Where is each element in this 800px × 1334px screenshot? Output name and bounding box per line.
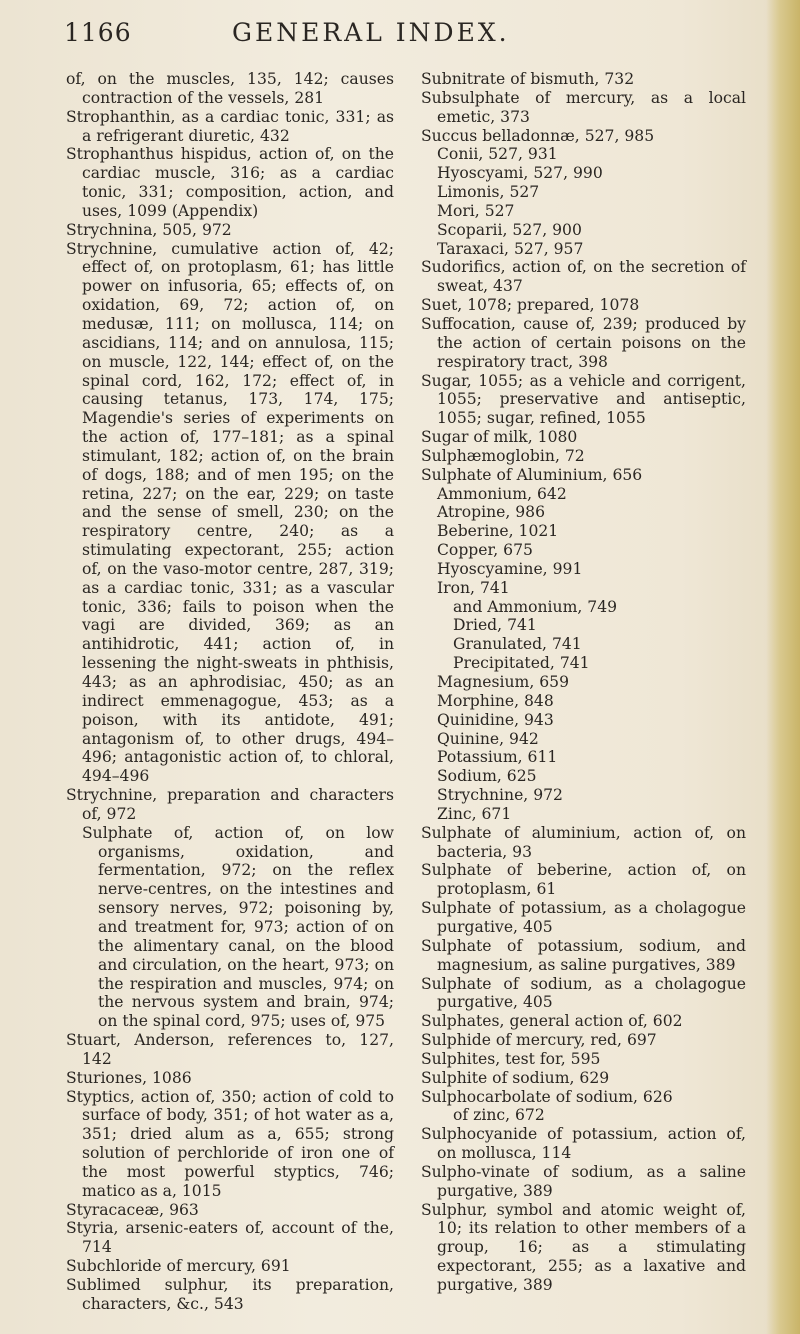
index-entry: of zinc, 672 — [453, 1106, 545, 1125]
index-column-left — [66, 70, 394, 1314]
index-entry: Sugar of milk, 1080 — [421, 428, 578, 447]
index-entry: Strychnina, 505, 972 — [66, 220, 232, 239]
index-entry: Sodium, 625 — [437, 767, 537, 786]
index-entry: Quinidine, 943 — [437, 710, 554, 729]
index-entry: Subchloride of mercury, 691 — [66, 1257, 291, 1276]
index-column-right — [421, 70, 746, 1295]
index-entry: Sulphates, general action of, 602 — [421, 1012, 683, 1031]
index-entry: Sulphæmoglobin, 72 — [421, 446, 585, 465]
index-entry: Sturiones, 1086 — [66, 1068, 192, 1087]
index-entry: Sulpho-vinate of sodium, as a saline purgative, 389 — [421, 1162, 746, 1200]
index-entry: Zinc, 671 — [437, 804, 512, 823]
running-head-title: GENERAL INDEX. — [232, 18, 510, 47]
index-entry: Suet, 1078; prepared, 1078 — [421, 296, 640, 315]
index-entry: Styria, arsenic-eaters of, account of the, 714 — [66, 1219, 394, 1257]
index-entry: Dried, 741 — [453, 616, 537, 635]
index-entry: Limonis, 527 — [437, 183, 540, 202]
index-entry: Sulphites, test for, 595 — [421, 1049, 601, 1068]
index-entry: Sulphite of sodium, 629 — [421, 1068, 610, 1087]
index-entry: Sulphate of, action of, on low organisms, oxidation, and fermentation, 972; on the reflex nerve-centres, on the intestines and sensory nerves, 972; poisoning by, and treatment for, 973; action of on the alimentary canal, on the blood and circulation, on the heart, 973; on the respiration and muscles, 974; on the nervous system and brain, 974; on the spinal cord, 975; uses of, 975 — [82, 823, 394, 1031]
index-entry: Styptics, action of, 350; action of cold to surface of body, 351; of hot water as a, 351; dried alum as a, 655; strong solution of perchloride of iron one of the most powerful styptics, 746; matico as a, 1015 — [66, 1087, 394, 1200]
index-entry: Subnitrate of bismuth, 732 — [421, 70, 635, 88]
page-edge — [766, 0, 800, 1334]
index-entry: Sulphate of aluminium, action of, on bacteria, 93 — [421, 823, 746, 861]
index-entry: Strychnine, 972 — [437, 786, 563, 805]
index-entry: Hyoscyamine, 991 — [437, 559, 583, 578]
index-entry: Taraxaci, 527, 957 — [437, 239, 584, 258]
index-entry: Sulphate of Aluminium, 656 — [421, 465, 643, 484]
index-entry: Granulated, 741 — [453, 635, 582, 654]
index-entry: Strophanthin, as a cardiac tonic, 331; as a refrigerant diuretic, 432 — [66, 107, 394, 145]
index-entry: Subsulphate of mercury, as a local emetic, 373 — [421, 88, 746, 126]
index-entry: Magnesium, 659 — [437, 673, 570, 691]
index-entry: Sulphocarbolate of sodium, 626 — [421, 1087, 673, 1106]
index-entry: and Ammonium, 749 — [453, 597, 618, 616]
index-entry: Strophanthus hispidus, action of, on the cardiac muscle, 316; as a cardiac tonic, 331; composition, action, and uses, 1099 (Appendix) — [66, 145, 394, 220]
index-entry: Sulphide of mercury, red, 697 — [421, 1031, 657, 1050]
index-entry: Sudorifics, action of, on the secretion of sweat, 437 — [421, 258, 746, 296]
index-entry: Scoparii, 527, 900 — [437, 220, 582, 239]
index-entry: Conii, 527, 931 — [437, 145, 558, 164]
index-entry: Sulphate of potassium, as a cholagogue purgative, 405 — [421, 899, 746, 936]
index-entry: Sulphate of sodium, as a cholagogue purgative, 405 — [421, 974, 746, 1012]
index-entry: Suffocation, cause of, 239; produced by the action of certain poisons on the respiratory tract, 398 — [421, 314, 746, 371]
index-entry: Strychnine, preparation and characters of, 972 — [66, 786, 394, 823]
index-entry: Sugar, 1055; as a vehicle and corrigent, 1055; preservative and antiseptic, 1055; sugar, refined, 1055 — [421, 371, 746, 428]
index-entry: Sulphate of potassium, sodium, and magnesium, as saline purgatives, 389 — [421, 936, 746, 974]
index-entry: Strychnine, cumulative action of, 42; effect of, on protoplasm, 61; has little power on infusoria, 65; effects of, on oxidation, 69, 72; action of, on medusæ, 111; on mollusca, 114; on ascidians, 114; and on annulosa, 115; on muscle, 122, 144; effect of, on the spinal cord, 162, 172; effect of, in causing tetanus, 173, 174, 175; Magendie's series of experiments on the action of, 177–181; as a spinal stimulant, 182; action of, on the brain of dogs, 188; and of men 195; on the retina, 227; on the ear, 229; on taste and the sense of smell, 230; on the respiratory centre, 240; as a stimulating expectorant, 255; action of, on the vaso-motor centre, 287, 319; as a cardiac tonic, 331; as a vascular tonic, 336; fails to poison when the vagi are divided, 369; as an antihidrotic, 441; action of, in lessening the night-sweats in phthisis, 443; as an aphrodisiac, 450; as an indirect emmenagogue, 453; as a poison, with its antidote, 491; antagonism of, to other drugs, 494–496; antagonistic action of, to chloral, 494–496 — [66, 239, 394, 786]
index-entry: Copper, 675 — [437, 541, 533, 560]
index-entry: Hyoscyami, 527, 990 — [437, 164, 603, 183]
index-entry: Precipitated, 741 — [453, 654, 590, 673]
index-entry: Iron, 741 — [437, 578, 510, 597]
index-entry: Mori, 527 — [437, 201, 515, 220]
page-header — [64, 18, 754, 52]
index-entry: Sublimed sulphur, its preparation, characters, &c., 543 — [66, 1276, 394, 1313]
index-entry: Morphine, 848 — [437, 691, 554, 710]
index-entry: Atropine, 986 — [437, 503, 546, 522]
index-entry: Potassium, 611 — [437, 748, 558, 767]
index-entry: Styracaceæ, 963 — [66, 1200, 199, 1219]
index-entry: Sulphate of beberine, action of, on protoplasm, 61 — [421, 861, 746, 899]
index-entry: Ammonium, 642 — [437, 484, 567, 503]
index-entry: Beberine, 1021 — [437, 522, 559, 541]
page-number: 1166 — [64, 18, 132, 47]
index-entry: Sulphocyanide of potassium, action of, on mollusca, 114 — [421, 1125, 746, 1163]
index-entry: of, on the muscles, 135, 142; causes contraction of the vessels, 281 — [66, 70, 394, 107]
index-entry: Stuart, Anderson, references to, 127, 142 — [66, 1031, 394, 1068]
index-entry: Succus belladonnæ, 527, 985 — [421, 126, 655, 145]
index-entry: Sulphur, symbol and atomic weight of, 10; its relation to other members of a group, 16; as a stimulating expectorant, 255; as a laxative and purgative, 389 — [421, 1200, 746, 1294]
index-entry: Quinine, 942 — [437, 729, 539, 748]
